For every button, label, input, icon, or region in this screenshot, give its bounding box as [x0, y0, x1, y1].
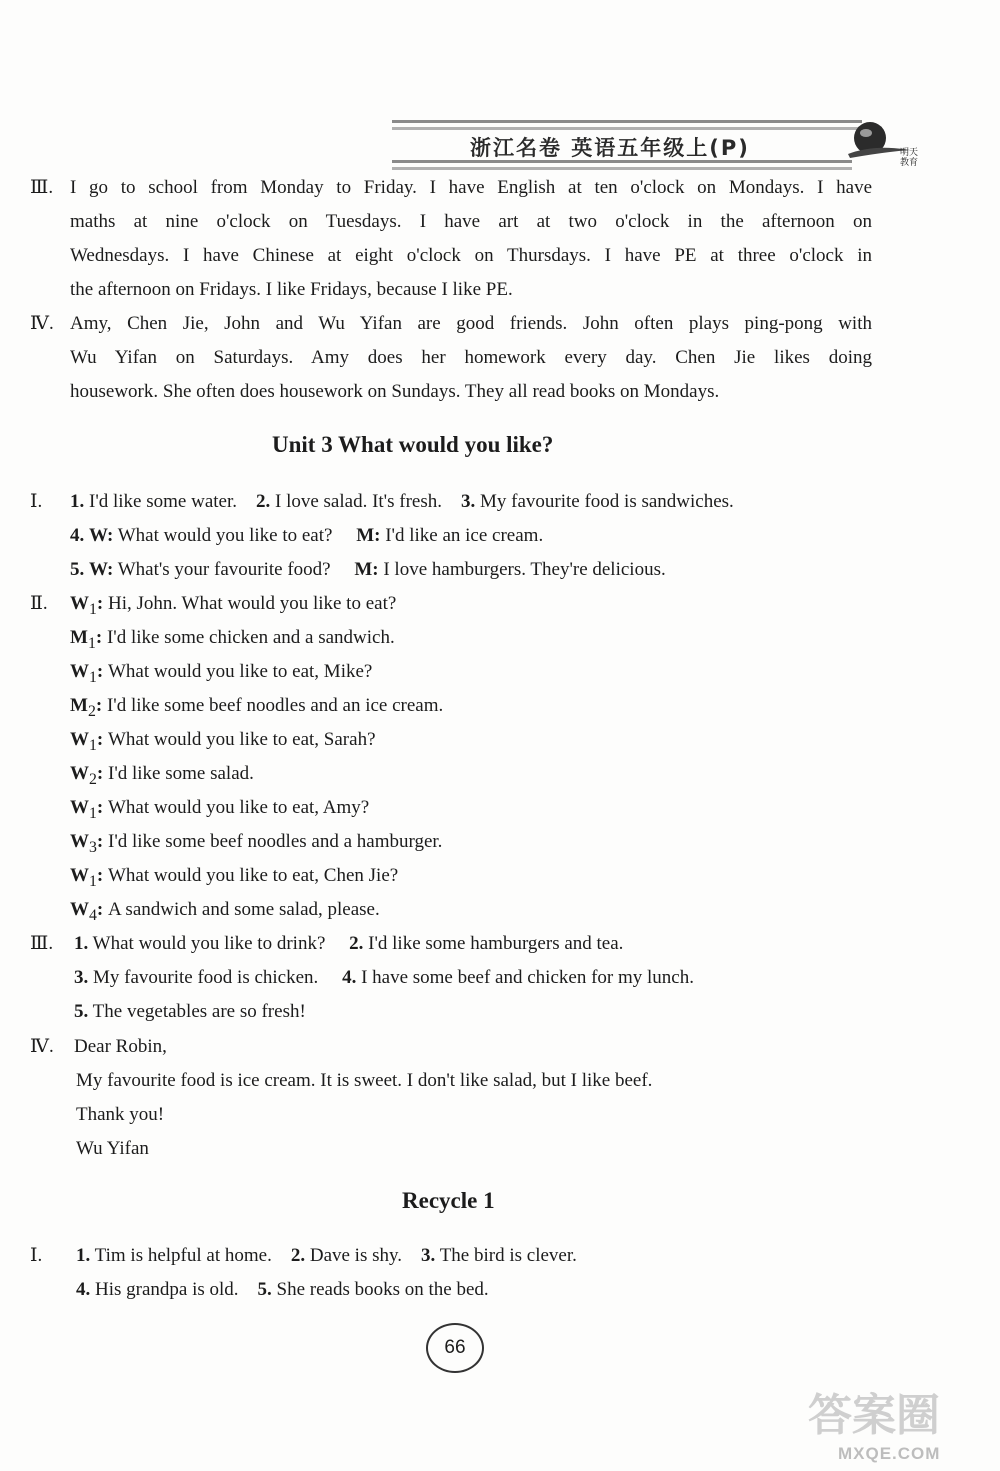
item-number: 4. — [70, 525, 85, 546]
section-label: Ⅱ. — [30, 593, 48, 614]
text-line: maths at nine o'clock on Tuesdays. I have art at two o'clock in the afternoon on — [70, 211, 872, 232]
speaker-colon: : — [96, 899, 108, 920]
answer-line — [74, 932, 623, 956]
dialogue-line — [70, 626, 395, 656]
item-text: Tim is helpful at home. — [94, 1245, 272, 1266]
item-number: 2. — [290, 1245, 306, 1266]
speaker: W — [70, 763, 89, 784]
answer-line — [76, 1244, 577, 1268]
item-number: 2. — [256, 491, 271, 512]
speaker-index: 2 — [89, 770, 97, 788]
page-number: 66 — [426, 1323, 484, 1373]
item-number: 5. — [257, 1279, 272, 1300]
item-number: 1. — [74, 933, 89, 954]
speaker: W — [70, 729, 89, 750]
speaker-label: W: — [89, 525, 114, 546]
dialogue-line — [70, 728, 376, 758]
item-text: My favourite food is sandwiches. — [479, 491, 734, 512]
item-number: 3. — [460, 491, 476, 512]
dialogue-text: I'd like some chicken and a sandwich. — [106, 627, 395, 648]
speaker-index: 3 — [89, 838, 97, 856]
speaker-colon: : — [96, 661, 108, 682]
item-text: Dave is shy. — [309, 1245, 403, 1266]
page-header — [392, 118, 932, 174]
speaker-colon: : — [96, 831, 108, 852]
dialogue-line — [70, 898, 380, 928]
unit-title: Unit 3 What would you like? — [272, 432, 554, 457]
item-number: 1. — [76, 1245, 91, 1266]
text-line: I go to school from Monday to Friday. I have English at ten o'clock on Mondays. I have — [70, 177, 872, 198]
section-label: Ⅲ. — [30, 177, 54, 198]
item-text: I'd like some water. — [89, 491, 237, 512]
dialogue-line — [70, 762, 254, 792]
item-number: 1. — [70, 491, 85, 512]
speaker: W — [70, 899, 89, 920]
section-label: Ⅰ. — [30, 491, 43, 512]
answer-line — [74, 1000, 306, 1024]
speaker: M — [70, 695, 88, 716]
logo-text: 明天教育 — [900, 148, 919, 168]
speaker-colon: : — [96, 593, 108, 614]
letter-line: Thank you! — [76, 1104, 165, 1125]
dialogue-text: I'd like some beef noodles and an ice cream. — [106, 695, 444, 716]
section-label: Ⅲ. — [30, 933, 54, 954]
text-line: Amy, Chen Jie, John and Wu Yifan are good friends. John often plays ping-pong with — [70, 313, 872, 334]
item-text: I love salad. It's fresh. — [275, 491, 442, 512]
speaker-colon: : — [96, 729, 108, 750]
speaker-index: 1 — [87, 634, 96, 652]
dialogue-line — [70, 796, 369, 826]
item-text: I love hamburgers. They're delicious. — [383, 559, 666, 580]
answer-line — [70, 558, 666, 582]
watermark-cn: 答案圈 — [808, 1390, 940, 1441]
item-text: My favourite food is chicken. — [93, 967, 319, 988]
dialogue-text: A sandwich and some salad, please. — [108, 899, 380, 920]
text-line: the afternoon on Fridays. I like Fridays, because I like PE. — [70, 279, 513, 300]
item-text: She reads books on the bed. — [276, 1279, 489, 1300]
speaker-index: 1 — [89, 600, 97, 618]
dialogue-text: What would you like to eat, Sarah? — [108, 729, 376, 750]
header-stripe — [392, 167, 852, 170]
text-line: Wednesdays. I have Chinese at eight o'clock on Thursdays. I have PE at three o'clock in — [70, 245, 872, 266]
section-label: Ⅰ. — [30, 1245, 43, 1266]
answer-line — [74, 966, 694, 990]
item-number: 4. — [342, 967, 357, 988]
speaker-colon: : — [96, 865, 108, 886]
dialogue-text: What would you like to eat, Mike? — [108, 661, 373, 682]
speaker: W — [70, 593, 89, 614]
item-text: The bird is clever. — [439, 1245, 577, 1266]
speaker-label: W: — [89, 559, 114, 580]
speaker-index: 4 — [89, 906, 97, 924]
speaker-colon: : — [95, 627, 107, 648]
item-text: I'd like an ice cream. — [385, 525, 544, 546]
item-text: I'd like some hamburgers and tea. — [368, 933, 624, 954]
dialogue-line — [70, 694, 443, 724]
answer-line — [76, 1278, 489, 1302]
item-number: 2. — [349, 933, 364, 954]
watermark-url: MXQE.COM — [838, 1444, 941, 1463]
answer-line — [70, 490, 734, 514]
speaker: M — [70, 627, 88, 648]
item-number: 5. — [74, 1001, 89, 1022]
item-number: 3. — [74, 967, 89, 988]
recycle-title: Recycle 1 — [402, 1188, 495, 1213]
speaker: W — [70, 865, 89, 886]
speaker: W — [70, 831, 89, 852]
item-text: What's your favourite food? — [117, 559, 331, 580]
speaker: W — [70, 661, 89, 682]
header-title: 浙江名卷 英语五年级上(P) — [470, 136, 750, 160]
letter-line: Dear Robin, — [74, 1036, 167, 1057]
speaker: W — [70, 797, 89, 818]
speaker-label: M: — [356, 525, 381, 546]
letter-line: Wu Yifan — [76, 1138, 149, 1159]
item-text: His grandpa is old. — [95, 1279, 239, 1300]
speaker-colon: : — [95, 695, 107, 716]
section-label: Ⅳ. — [30, 1036, 54, 1057]
item-text: What would you like to eat? — [117, 525, 333, 546]
item-text: The vegetables are so fresh! — [92, 1001, 306, 1022]
speaker-colon: : — [96, 763, 108, 784]
dialogue-text: I'd like some salad. — [108, 763, 254, 784]
dialogue-line — [70, 660, 372, 690]
dialogue-text: What would you like to eat, Amy? — [108, 797, 370, 818]
speaker-index: 1 — [89, 804, 97, 822]
speaker-index: 1 — [89, 736, 97, 754]
dialogue-text: Hi, John. What would you like to eat? — [108, 593, 397, 614]
speaker-index: 1 — [89, 668, 97, 686]
speaker-label: M: — [354, 559, 379, 580]
dialogue-line — [70, 830, 442, 860]
header-stripe — [392, 127, 862, 130]
speaker-index: 2 — [87, 702, 96, 720]
answer-line — [70, 524, 543, 548]
item-number: 3. — [421, 1245, 436, 1266]
text-line: Wu Yifan on Saturdays. Amy does her homework every day. Chen Jie likes doing — [70, 347, 872, 368]
speaker-index: 1 — [89, 872, 97, 890]
text-line: housework. She often does housework on Sundays. They all read books on Mondays. — [70, 381, 720, 402]
header-stripe — [392, 120, 862, 123]
speaker-colon: : — [96, 797, 108, 818]
dialogue-text: I'd like some beef noodles and a hamburger. — [108, 831, 443, 852]
section-label: Ⅳ. — [30, 313, 54, 334]
item-text: What would you like to drink? — [92, 933, 326, 954]
dialogue-line — [70, 864, 398, 894]
letter-line: My favourite food is ice cream. It is sweet. I don't like salad, but I like beef. — [76, 1070, 653, 1091]
item-number: 5. — [70, 559, 85, 580]
item-number: 4. — [76, 1279, 91, 1300]
dialogue-line — [70, 592, 396, 622]
item-text: I have some beef and chicken for my lunch. — [361, 967, 694, 988]
dialogue-text: What would you like to eat, Chen Jie? — [108, 865, 399, 886]
